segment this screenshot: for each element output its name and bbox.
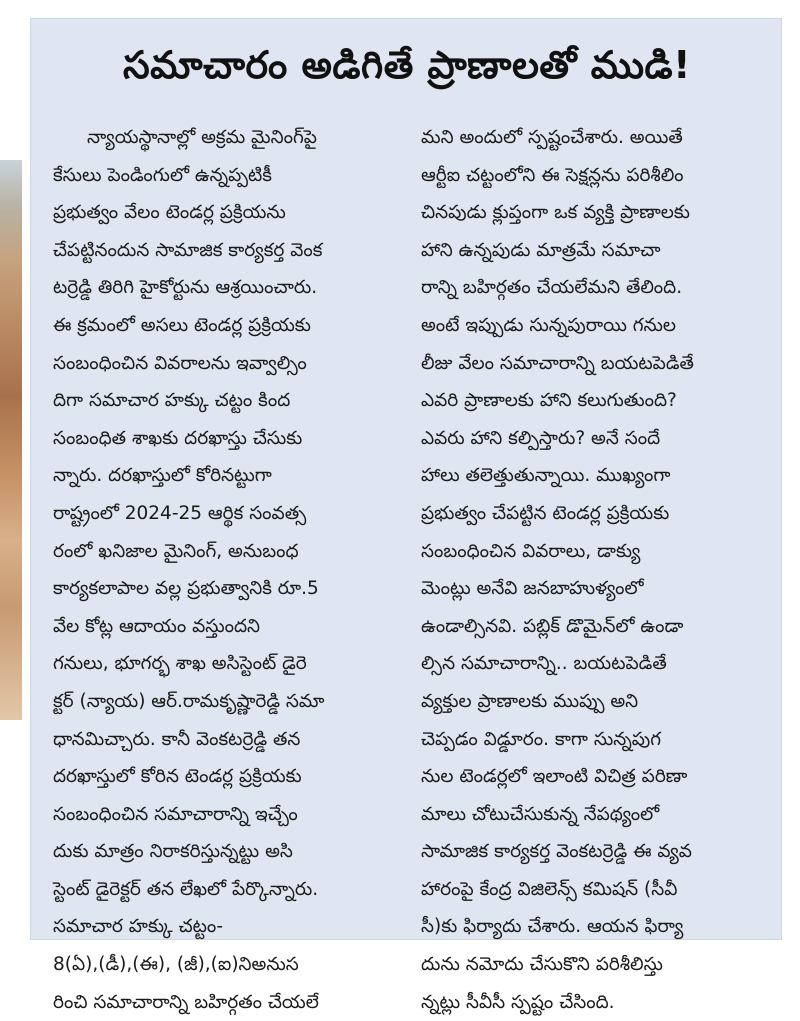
text-line: రించి సమాచారాన్ని బహిర్గతం చేయలే	[53, 991, 319, 1013]
text-line: ఈ క్రమంలో అసలు టెండర్ల ప్రక్రియకు	[53, 314, 311, 336]
text-line: రాష్ట్రంలో 2024-25 ఆర్థిక సంవత్స	[53, 502, 307, 524]
text-line: న్నట్లు సీవీసీ స్పష్టం చేసింది.	[421, 991, 615, 1013]
article-left-column	[53, 119, 403, 1021]
text-line: ఎవరు హాని కల్పిస్తారు? అనే సందే	[421, 427, 661, 449]
text-line: సంబంధించిన వివరాలను ఇవ్వాల్సిం	[53, 352, 307, 374]
text-line: దిగా సమాచార హక్కు చట్టం కింద	[53, 390, 291, 412]
text-line: మెంట్లు అనేవి జనబాహుళ్యంలో	[421, 578, 644, 600]
text-line: హాని ఉన్నపుడు మాత్రమే సమాచా	[421, 239, 661, 261]
text-line: సామాజిక కార్యకర్త వెంకటర్రెడ్డి ఈ వ్యవ	[421, 841, 692, 863]
article-panel	[30, 18, 782, 1013]
text-line: స్టెంట్ డైరెక్టర్ తన లేఖలో పేర్కొన్నారు.	[53, 878, 319, 900]
text-line: హాలు తలెత్తుతున్నాయి. ముఖ్యంగా	[421, 465, 671, 487]
text-line: సంబంధిత శాఖకు దరఖాస్తు చేసుకు	[53, 427, 303, 449]
photo-edge-image	[0, 160, 22, 720]
text-line: 8(ఏ),(డీ),(ఈ), (జీ),(ఐ)నిఅనుస	[53, 954, 299, 976]
text-line: గనులు, భూగర్భ శాఖ అసిస్టెంట్ డైరె	[53, 653, 307, 675]
text-line: లీజు వేలం సమాచారాన్ని బయటపెడితే	[421, 352, 694, 374]
text-line: ప్రభుత్వం వేలం టెండర్ల ప్రక్రియను	[53, 202, 286, 224]
text-line: రాన్ని బహిర్గతం చేయలేమని తేలింది.	[421, 277, 683, 299]
text-line: ప్రభుత్వం చేపట్టిన టెండర్ల ప్రక్రియకు	[421, 502, 670, 524]
article-right-column	[421, 119, 771, 1021]
text-line: ఆర్టీఐ చట్టంలోని ఈ సెక్షన్లను పరిశీలిం	[421, 164, 684, 186]
text-line: సీ)కు ఫిర్యాదు చేశారు. ఆయన ఫిర్యా	[421, 916, 684, 938]
text-line: సంబంధించిన సమాచారాన్ని ఇచ్చేం	[53, 803, 298, 825]
text-line: హారంపై కేంద్ర విజిలెన్స్ కమిషన్ (సీవీ	[421, 878, 678, 900]
text-line: దరఖాస్తులో కోరిన టెండర్ల ప్రక్రియకు	[53, 766, 302, 788]
text-line: ఉండాల్సినవి. పబ్లిక్ డొమైన్‌లో ఉండా	[421, 615, 684, 637]
text-line: క్టర్ (న్యాయ) ఆర్.రామకృష్ణారెడ్డి సమా	[53, 690, 325, 712]
text-line: ల్సిన సమాచారాన్ని.. బయటపెడితే	[421, 653, 667, 675]
text-line: నుల టెండర్లలో ఇలాంటి విచిత్ర పరిణా	[421, 766, 688, 788]
text-line: వ్యక్తుల ప్రాణాలకు ముప్పు అని	[421, 690, 639, 712]
text-line: మని అందులో స్పష్టంచేశారు. అయితే	[421, 127, 683, 148]
text-line: కార్యకలాపాల వల్ల ప్రభుత్వానికి రూ.5	[53, 578, 319, 600]
text-line: సమాచార హక్కు చట్టం-	[53, 916, 223, 938]
text-line: కేసులు పెండింగులో ఉన్నప్పటికీ	[53, 164, 272, 186]
text-line: దుకు మాత్రం నిరాకరిస్తున్నట్టు అసి	[53, 841, 293, 863]
text-line: ధానమిచ్చారు. కానీ వెంకటర్రెడ్డి తన	[53, 728, 301, 750]
article-headline: సమాచారం అడిగితే ప్రాణాలతో ముడి!	[123, 43, 691, 87]
text-line: ఎవరి ప్రాణాలకు హాని కలుగుతుంది?	[421, 390, 677, 412]
text-line: రంలో ఖనిజాల మైనింగ్, అనుబంధ	[53, 540, 299, 562]
text-line: దును నమోదు చేసుకొని పరిశీలిస్తు	[421, 954, 663, 976]
text-line: టర్రెడ్డి తిరిగి హైకోర్టును ఆశ్రయించారు.	[53, 277, 318, 299]
text-line: మాలు చోటుచేసుకున్న నేపథ్యంలో	[421, 803, 660, 825]
text-line: న్నారు. దరఖాస్తులో కోరినట్టుగా	[53, 465, 272, 487]
text-line: సంబంధించిన వివరాలు, డాక్యు	[421, 540, 641, 562]
text-line: చెప్పడం విడ్డూరం. కాగా సున్నపుగ	[421, 728, 661, 750]
text-line: అంటే ఇప్పుడు సున్నపురాయి గనుల	[421, 314, 677, 336]
text-line: వేల కోట్ల ఆదాయం వస్తుందని	[53, 615, 261, 637]
text-line: న్యాయస్థానాల్లో అక్రమ మైనింగ్‌పై	[87, 127, 317, 148]
text-line: చినపుడు క్లుప్తంగా ఒక వ్యక్తి ప్రాణాలకు	[421, 202, 690, 224]
text-line: చేపట్టినందున సామాజిక కార్యకర్త వెంక	[53, 239, 323, 261]
